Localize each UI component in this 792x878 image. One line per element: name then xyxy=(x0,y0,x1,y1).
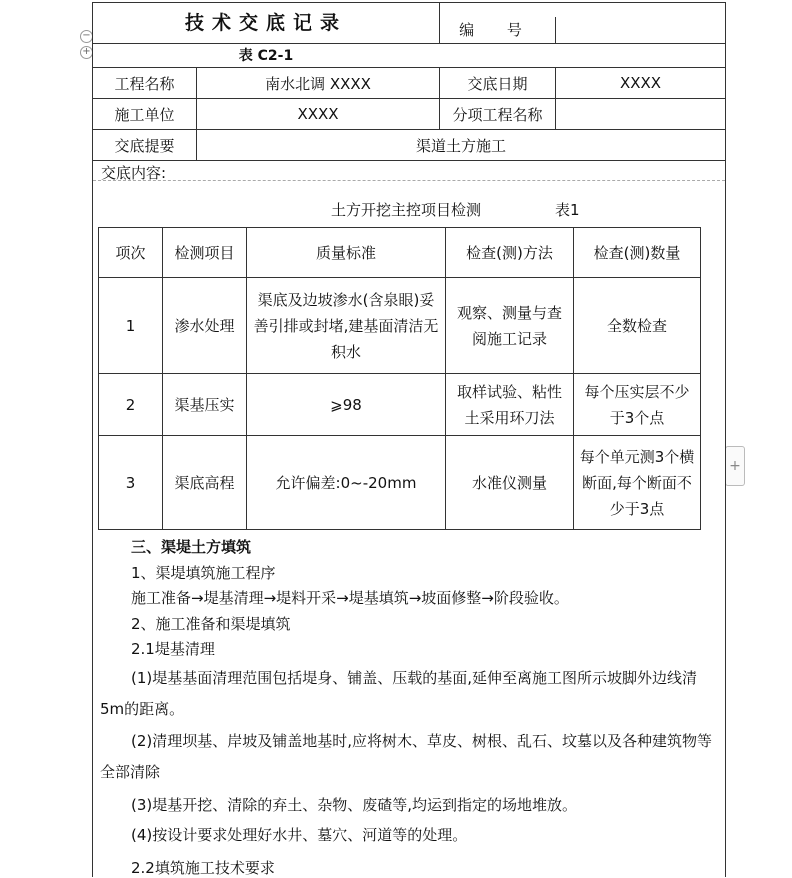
table-cell: 渠底高程 xyxy=(163,436,247,530)
expand-icon[interactable]: + xyxy=(80,46,93,59)
summary-value: 渠道土方施工 xyxy=(415,136,506,155)
paragraph: 2.1堤基清理 xyxy=(131,640,215,658)
collapse-icon[interactable]: − xyxy=(80,30,93,43)
sub-project-label: 分项工程名称 xyxy=(440,99,556,129)
page-title: 技术交底记录 xyxy=(93,3,440,43)
paragraph: 2、施工准备和渠堤填筑 xyxy=(131,615,291,633)
content-label: 交底内容: xyxy=(101,164,167,182)
table-row xyxy=(99,278,701,374)
project-name-label: 工程名称 xyxy=(93,68,197,98)
table-caption: 土方开挖主控项目检测 xyxy=(331,201,482,219)
date-value: XXXX xyxy=(619,74,662,92)
header-cell: 检查(测)数量 xyxy=(574,228,701,278)
table-cell: 水准仪测量 xyxy=(446,436,574,530)
paragraph: (2)清理坝基、岸坡及铺盖地基时,应将树木、草皮、树根、乱石、坟墓以及各种建筑物等全部清除 xyxy=(100,732,713,781)
table-row xyxy=(99,436,701,530)
section-heading: 三、渠堤土方填筑 xyxy=(131,538,252,556)
table-number: 表1 xyxy=(555,201,580,219)
unit-value: XXXX xyxy=(197,99,440,129)
summary-label: 交底提要 xyxy=(93,130,197,160)
table-cell: ⩾98 xyxy=(247,374,446,436)
summary-row xyxy=(93,130,725,161)
table-cell: 渗水处理 xyxy=(163,278,247,374)
project-name-value: 南水北调 XXXX xyxy=(197,68,440,98)
table-cell: 渠基压实 xyxy=(163,374,247,436)
divider xyxy=(93,180,725,181)
paragraph: (1)堤基基面清理范围包括堤身、铺盖、压载的基面,延伸至离施工图所示坡脚外边线清 5m的距离。 xyxy=(100,669,698,718)
project-row xyxy=(93,68,725,99)
sub-project-value xyxy=(556,99,725,129)
paragraph: 施工准备→堤基清理→堤料开采→堤基填筑→坡面修整→阶段验收。 xyxy=(131,589,569,607)
table-cell: 3 xyxy=(99,436,163,530)
unit-label: 施工单位 xyxy=(93,99,197,129)
add-icon[interactable]: + xyxy=(725,446,745,486)
table-cell: 允许偏差:0~-20mm xyxy=(247,436,446,530)
table-cell: 1 xyxy=(99,278,163,374)
table-cell: 2 xyxy=(99,374,163,436)
paragraph: (4)按设计要求处理好水井、墓穴、河道等的处理。 xyxy=(131,826,468,844)
table-cell: 全数检查 xyxy=(574,278,701,374)
table-header-row xyxy=(99,228,701,278)
unit-row xyxy=(93,99,725,130)
date-label: 交底日期 xyxy=(440,68,556,98)
header-cell: 检测项目 xyxy=(163,228,247,278)
inspection-table xyxy=(98,227,701,530)
record-header xyxy=(93,2,725,44)
table-cell: 观察、测量与查阅施工记录 xyxy=(446,278,574,374)
table-row xyxy=(99,374,701,436)
header-cell: 项次 xyxy=(99,228,163,278)
number-value xyxy=(556,3,725,43)
paragraph: (3)堤基开挖、清除的弃土、杂物、废碴等,均运到指定的场地堆放。 xyxy=(131,796,578,814)
table-cell: 每个压实层不少于3个点 xyxy=(574,374,701,436)
form-code-row xyxy=(93,43,725,68)
form-code: 表 C2-1 xyxy=(238,48,294,64)
header-cell: 质量标准 xyxy=(247,228,446,278)
table-cell: 渠底及边坡渗水(含泉眼)妥善引排或封堵,建基面清洁无积水 xyxy=(247,278,446,374)
paragraph: 2.2填筑施工技术要求 xyxy=(131,859,275,877)
number-label: 编 号 xyxy=(440,17,556,43)
table-cell: 取样试验、粘性土采用环刀法 xyxy=(446,374,574,436)
paragraph: 1、渠堤填筑施工程序 xyxy=(131,564,276,582)
table-cell: 每个单元测3个横断面,每个断面不少于3点 xyxy=(574,436,701,530)
header-cell: 检查(测)方法 xyxy=(446,228,574,278)
